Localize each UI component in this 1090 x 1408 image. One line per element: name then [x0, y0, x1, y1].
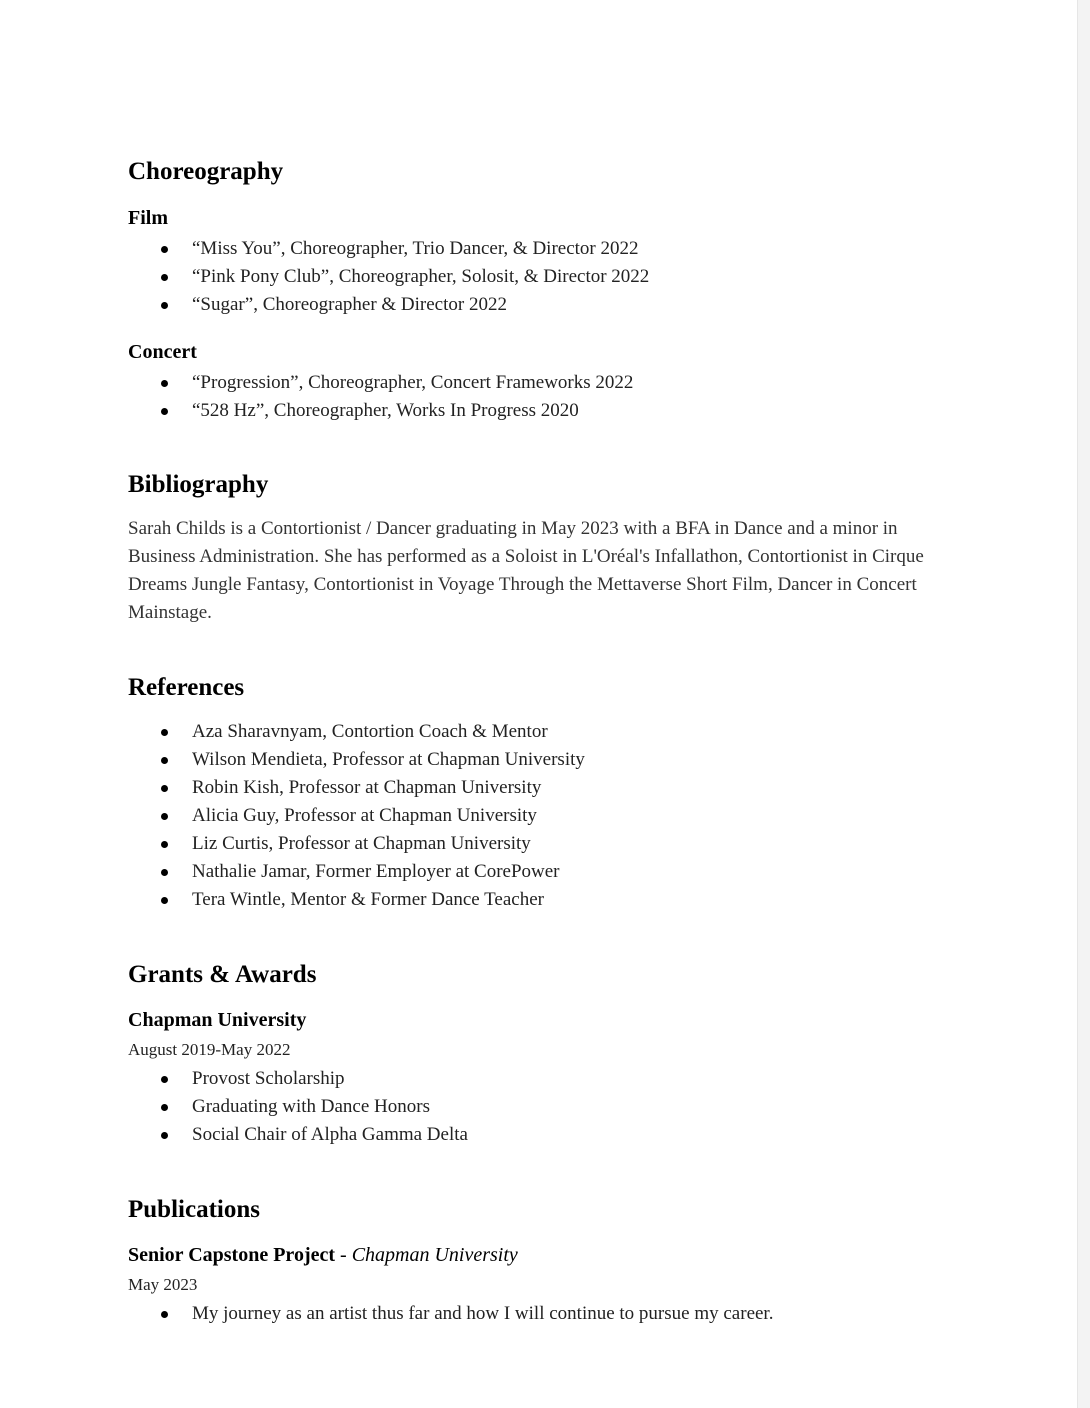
publications-heading: Publications: [128, 1196, 260, 1223]
list-item: My journey as an artist thus far and how I will continue to pursue my career.: [128, 1300, 773, 1328]
publication-title: Senior Capstone Project: [128, 1244, 336, 1266]
grants-heading: Grants & Awards: [128, 961, 317, 988]
list-item: Aza Sharavnyam, Contortion Coach & Mentor: [128, 718, 585, 746]
list-item: Tera Wintle, Mentor & Former Dance Teacher: [128, 886, 585, 914]
grants-organization: Chapman University: [128, 1009, 307, 1031]
film-list: [128, 235, 649, 319]
list-item: Provost Scholarship: [128, 1065, 468, 1093]
bibliography-paragraph: Sarah Childs is a Contortionist / Dancer graduating in May 2023 with a BFA in Dance and a minor in Business Administration. She has performed as a Soloist in L'Oréal's Infallathon, Contortionist in Cirque Dreams Jungle Fantasy, Contortionist in Voyage Through the Mettaverse Short Film, Dancer in Concert Mainstage.: [128, 518, 924, 623]
publication-date: May 2023: [128, 1275, 198, 1294]
bullet-icon: [161, 1311, 168, 1318]
bullet-icon: [161, 785, 168, 792]
grants-list: [128, 1065, 468, 1149]
list-item: “Sugar”, Choreographer & Director 2022: [128, 291, 649, 319]
references-heading: References: [128, 674, 245, 701]
bullet-icon: [161, 246, 168, 253]
list-item: “Miss You”, Choreographer, Trio Dancer, & Director 2022: [128, 235, 649, 263]
bibliography-heading: Bibliography: [128, 471, 269, 498]
scrollbar-track[interactable]: [1077, 0, 1090, 1408]
bullet-icon: [161, 841, 168, 848]
bullet-icon: [161, 408, 168, 415]
references-list: [128, 718, 585, 914]
bullet-icon: [161, 380, 168, 387]
bullet-icon: [161, 1104, 168, 1111]
bullet-icon: [161, 813, 168, 820]
list-item: Liz Curtis, Professor at Chapman University: [128, 830, 585, 858]
bullet-icon: [161, 869, 168, 876]
bullet-icon: [161, 897, 168, 904]
publications-list: [128, 1300, 773, 1328]
publication-separator: -: [335, 1244, 352, 1266]
grants-dates: August 2019-May 2022: [128, 1040, 291, 1059]
list-item: Robin Kish, Professor at Chapman University: [128, 774, 585, 802]
list-item: Social Chair of Alpha Gamma Delta: [128, 1121, 468, 1149]
list-item: “Pink Pony Club”, Choreographer, Solosit, & Director 2022: [128, 263, 649, 291]
list-item: “Progression”, Choreographer, Concert Frameworks 2022: [128, 369, 633, 397]
list-item: “528 Hz”, Choreographer, Works In Progress 2020: [128, 397, 633, 425]
bullet-icon: [161, 302, 168, 309]
concert-list: [128, 369, 633, 425]
bullet-icon: [161, 729, 168, 736]
publication-institution: Chapman University: [351, 1244, 518, 1266]
bullet-icon: [161, 274, 168, 281]
choreography-heading: Choreography: [128, 158, 284, 185]
list-item: Wilson Mendieta, Professor at Chapman University: [128, 746, 585, 774]
list-item: Graduating with Dance Honors: [128, 1093, 468, 1121]
publication-title-line: [128, 1243, 518, 1267]
list-item: Alicia Guy, Professor at Chapman University: [128, 802, 585, 830]
concert-subheading: Concert: [128, 341, 197, 363]
bullet-icon: [161, 757, 168, 764]
bullet-icon: [161, 1076, 168, 1083]
list-item: Nathalie Jamar, Former Employer at CorePower: [128, 858, 585, 886]
film-subheading: Film: [128, 207, 168, 229]
bullet-icon: [161, 1132, 168, 1139]
